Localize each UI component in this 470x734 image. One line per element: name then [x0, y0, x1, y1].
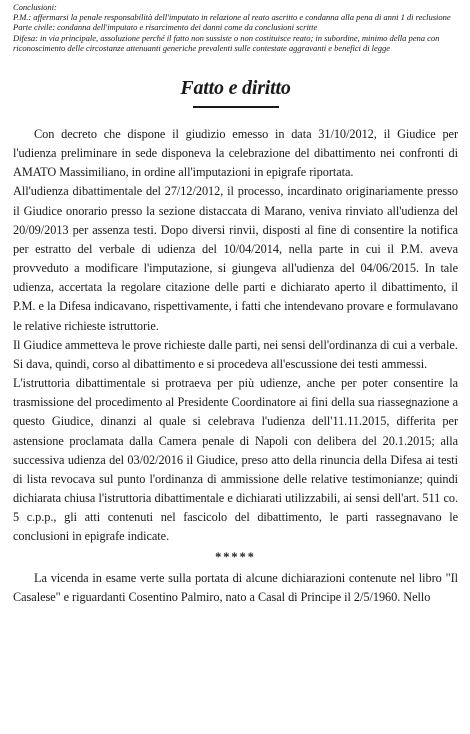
conclusions-heading: Conclusioni: — [13, 2, 57, 12]
conclusions-block — [13, 2, 458, 53]
paragraph: L'istruttoria dibattimentale si protraeva per più udienze, anche per poter consentire la trasmissione del procedimento al Presidente Coordinatore ai fini della sua riassegnazione a questo Giudice, dinanzi al quale si celebrava l'udienza dell'11.11.2015, differita per astensione proclamata dalla Camera penale di Napoli con delibera del 20.1.2015; alla successiva udienza del 03/02/2016 il Giudice, preso atto della rinuncia della Difesa ai testi di lista revocava sul punto l'ordinanza di ammissione delle relative testimonianze; quindi dichiarata chiusa l'istruttoria dibattimentale e dichiarati utilizzabili, ai sensi dell'art. 511 co. 5 c.p.p., gli atti contenuti nel fascicolo del dibattimento, le parti rassegnavano le conclusioni in epigrafe indicate. — [13, 376, 458, 544]
body-text — [13, 125, 458, 607]
paragraph: Con decreto che dispone il giudizio emesso in data 31/10/2012, il Giudice per l'udienza preliminare in sede disponeva la celebrazione del dibattimento nei confronti di AMATO Massimiliano, in ordine all'imputazioni in epigrafe riportata. — [13, 127, 458, 180]
section-heading — [13, 77, 458, 108]
conclusion-pm: P.M.: affermarsi la penale responsabilità dell'imputato in relazione al reato ascritto e condanna alla pena di anni 1 di reclusione — [13, 12, 451, 23]
conclusion-difesa: Difesa: in via principale, assoluzione perché il fatto non sussiste o non costituisce reato; in subordine, minimo della pena con riconoscimento delle circostanze attenuanti generiche prevalenti sulle contestate aggravanti e benefici di legge — [13, 32, 440, 53]
paragraph: La vicenda in esame verte sulla portata di alcune dichiarazioni contenute nel libro "Il Casalese" e riguardanti Cosentino Palmiro, nato a Casal di Principe il 2/5/1960. Nello — [13, 570, 458, 604]
paragraph: All'udienza dibattimentale del 27/12/2012, il processo, incardinato originariamente presso il Giudice onorario presso la sezione distaccata di Marano, veniva rinviato all'udienza del 20/09/2013 per assenza testi. Dopo diversi rinvii, disposti al fine di consentire la notifica per estratto del verbale di udienza del 10/04/2014, nella parte in cui il P.M. aveva provveduto a modificare l'imputazione, si giungeva all'udienza del 04/06/2015. In tale udienza, accertata la regolare citazione delle parti e dichiarato aperto il dibattimento, il P.M. e la Difesa indicavano, rispettivamente, i fatti che intendevano provare e formulavano le relative richieste istruttorie. — [13, 184, 458, 333]
section-separator: ***** — [215, 550, 256, 565]
title-underline — [193, 106, 279, 108]
conclusion-parte-civile: Parte civile: condanna dell'imputato e risarcimento dei danni come da conclusioni scritte — [13, 22, 318, 33]
section-title: Fatto e diritto — [180, 77, 291, 100]
paragraph: Si dava, quindi, corso al dibattimento e si procedeva all'escussione dei testi ammessi. — [13, 356, 428, 371]
paragraph: Il Giudice ammetteva le prove richieste dalle parti, nei sensi dell'ordinanza di cui a verbale. — [13, 337, 458, 352]
